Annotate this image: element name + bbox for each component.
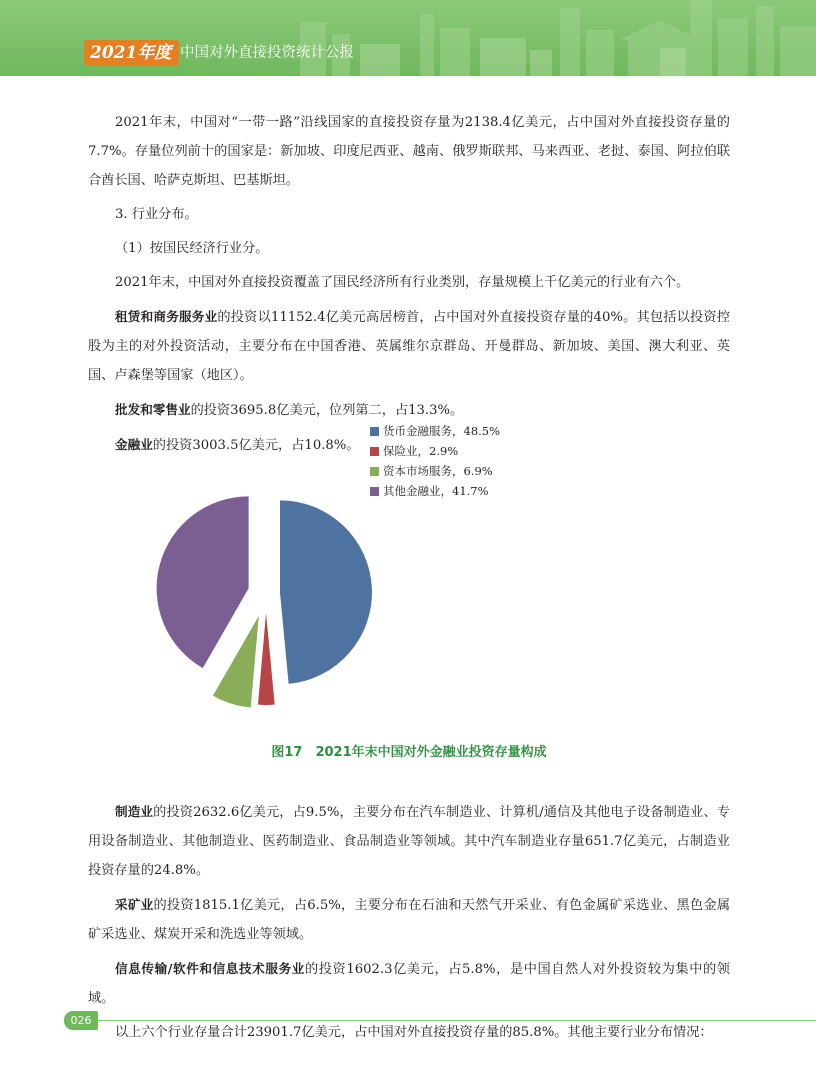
paragraph: 2021年末，中国对“一带一路”沿线国家的直接投资存量为2138.4亿美元，占中国对外直接投资存量的7.7%。存量位列前十的国家是：新加坡、印度尼西亚、越南、俄罗斯联邦、马来西亚、老挝、泰国、阿拉伯联合酋长国、哈萨克斯坦、巴基斯坦。 [88, 115, 730, 188]
industry-name: 采矿业 [115, 897, 154, 912]
pie-chart-figure [88, 465, 730, 733]
paragraph: 批发和零售业的投资3695.8亿美元，位列第二，占13.3%。 [115, 402, 464, 418]
industry-name: 制造业 [115, 804, 154, 819]
year-badge: 2021年度 [84, 40, 179, 66]
legend-entry-4 [370, 481, 500, 501]
legend-label: 货币金融服务，48.5% [383, 424, 501, 438]
paragraph: 制造业的投资2632.6亿美元，占9.5%，主要分布在汽车制造业、计算机/通信及其他电子设备制造业、专用设备制造业、其他制造业、医药制造业、食品制造业等领域。其中汽车制造业存量651.7亿美元，占制造业投资存量的24.8%。 [88, 804, 730, 878]
industry-name: 批发和零售业 [115, 402, 191, 417]
paragraph: 以上六个行业存量合计23901.7亿美元，占中国对外直接投资存量的85.8%。其他主要行业分布情况： [115, 1025, 713, 1040]
report-title: 中国对外直接投资统计公报 [180, 45, 354, 61]
page-footer [0, 1006, 816, 1036]
paragraph: 采矿业的投资1815.1亿美元，占6.5%，主要分布在石油和天然气开采业、有色金属矿采选业、黑色金属矿采选业、煤炭开采和洗选业等领域。 [88, 897, 731, 942]
legend-label: 其他金融业，41.7% [383, 484, 489, 498]
figure-caption: 图17 2021年末中国对外金融业投资存量构成 [271, 745, 547, 760]
legend-entry-3 [370, 461, 500, 481]
industry-name: 租赁和商务服务业 [115, 309, 218, 324]
legend-label: 资本市场服务，6.9% [383, 464, 493, 478]
footer-rule [96, 1020, 816, 1021]
chart-legend [370, 421, 500, 501]
pie-chart [88, 465, 730, 733]
legend-swatch [370, 427, 379, 436]
paragraph: 金融业的投资3003.5亿美元，占10.8%。 [115, 437, 360, 453]
paragraph: 信息传输/软件和信息技术服务业的投资1602.3亿美元，占5.8%，是中国自然人对外投资较为集中的领域。 [88, 961, 730, 1006]
legend-label: 保险业，2.9% [383, 444, 459, 458]
pie-slice-2 [258, 613, 275, 705]
pie-slice-4 [157, 496, 249, 668]
subsection-heading: （1）按国民经济行业分。 [115, 241, 269, 256]
paragraph: 2021年末，中国对外直接投资覆盖了国民经济所有行业类别，存量规模上千亿美元的行业有六个。 [115, 275, 690, 290]
page-content [88, 108, 730, 1052]
legend-entry-2 [370, 441, 500, 461]
legend-swatch [370, 467, 379, 476]
page-header [0, 0, 816, 76]
page-number: 026 [64, 1011, 98, 1030]
industry-name: 金融业 [115, 437, 153, 452]
paragraph: 租赁和商务服务业的投资以11152.4亿美元高居榜首，占中国对外直接投资存量的40%。其包括以投资控股为主的对外投资活动，主要分布在中国香港、英属维尔京群岛、开曼群岛、新加坡、美国、澳大利亚、英国、卢森堡等国家（地区）。 [88, 309, 730, 383]
pie-slice-1 [280, 500, 372, 684]
legend-swatch [370, 487, 379, 496]
section-heading: 3. 行业分布。 [115, 207, 198, 222]
industry-name: 信息传输/软件和信息技术服务业 [115, 961, 305, 976]
legend-entry-1 [370, 421, 500, 441]
legend-swatch [370, 447, 379, 456]
